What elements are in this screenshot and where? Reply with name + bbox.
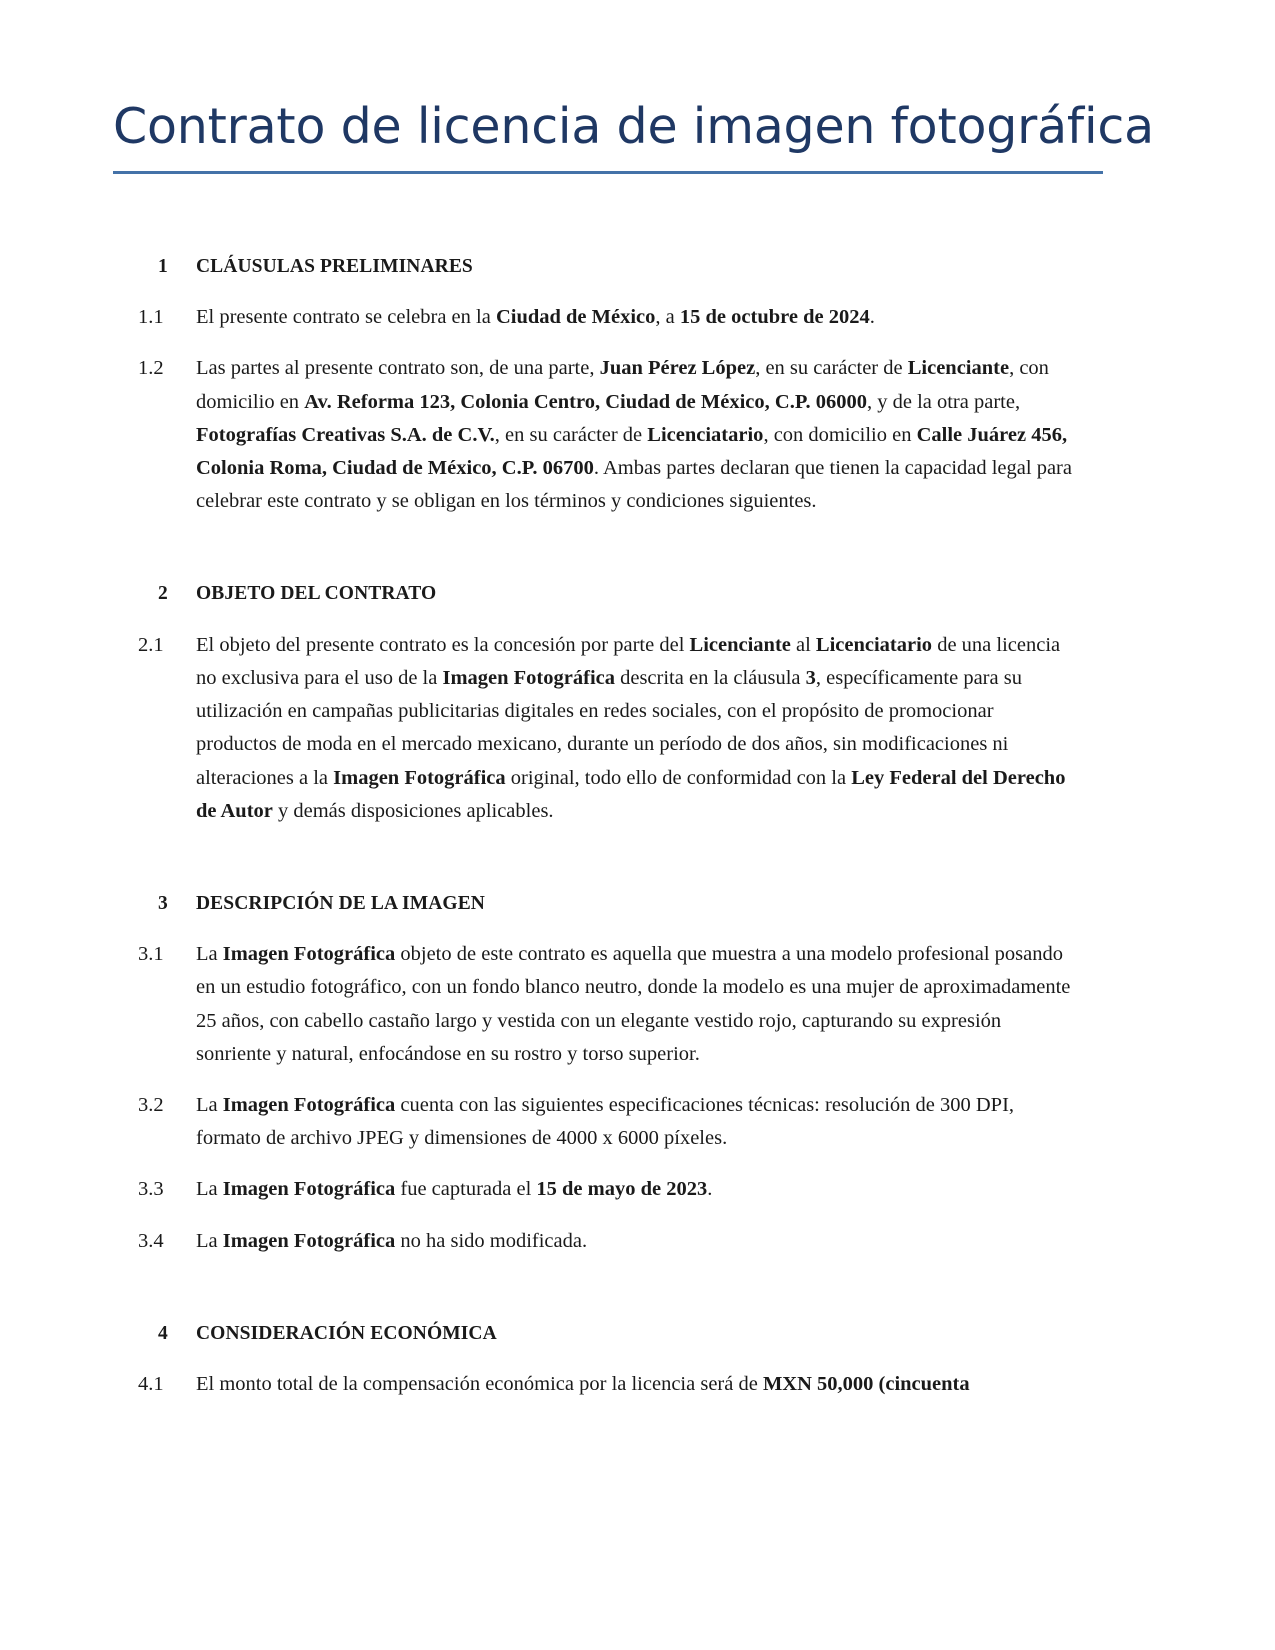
clause-text — [196, 1368, 1073, 1401]
clause-text — [196, 629, 1073, 828]
clause-text-run: original, todo ello de conformidad con la — [505, 766, 852, 789]
clause-text-emphasis: Ciudad de México — [495, 306, 656, 329]
clause-text-run: y demás disposiciones aplicables. — [272, 799, 554, 822]
clause-text-run: , con domicilio en — [763, 423, 917, 446]
sections-container — [138, 253, 1073, 1401]
clause-text-emphasis: 15 de octubre de 2024 — [679, 306, 870, 329]
section — [138, 580, 1073, 827]
clause-text — [196, 1089, 1073, 1155]
clause-text-run: , en su carácter de — [755, 357, 908, 380]
clause-text-emphasis: Ley Federal del Derecho de Autor — [196, 766, 1066, 822]
clause — [138, 629, 1073, 828]
section-heading-text: OBJETO DEL CONTRATO — [196, 583, 437, 605]
clause-number: 3.3 — [138, 1178, 164, 1201]
clause-number: 3.1 — [138, 943, 164, 966]
section-heading-text: CLÁUSULAS PRELIMINARES — [196, 256, 473, 277]
clause-text-run: La — [196, 943, 223, 966]
clause-text-run: La — [196, 1094, 223, 1117]
clause-text-emphasis: Imagen Fotográfica — [222, 943, 396, 966]
section-spacer — [138, 1276, 1073, 1320]
clause-text-run: objeto de este contrato es aquella que muestra a una modelo profesional posando en un estudio fotográfico, con un fondo blanco neutro, donde la modelo es una mujer de aproximadamente 25 años, con cabello castaño largo y vestida con un elegante vestido rojo, capturando su expresión sonriente y natural, enfocándose en su rostro y torso superior. — [196, 943, 1071, 1065]
clause-text-run: , específicamente para su utilización en campañas publicitarias digitales en redes sociales, con el propósito de promocionar productos de moda en el mercado mexicano, durante un período de dos años, sin modificaciones ni alteraciones a la — [196, 666, 1022, 789]
clause — [138, 301, 1073, 334]
clause — [138, 1089, 1073, 1155]
clause-text-run: cuenta con las siguientes especificaciones técnicas: resolución de 300 DPI, formato de archivo JPEG y dimensiones de 4000 x 6000 píxeles. — [196, 1094, 1015, 1150]
clause-text — [196, 938, 1073, 1071]
clause-number: 4.1 — [138, 1373, 164, 1396]
section-heading — [138, 253, 1073, 281]
clause-number: 1.1 — [138, 306, 164, 329]
section — [138, 253, 1073, 518]
clause-text-emphasis: Licenciatario — [815, 633, 933, 656]
clause-text-run: , a — [655, 306, 680, 329]
clause-text — [196, 1225, 1073, 1258]
clause-text-run: . — [869, 306, 875, 329]
clause-text-emphasis: Licenciante — [907, 357, 1010, 380]
clause-text-run: , con domicilio en — [196, 357, 1049, 413]
clause — [138, 352, 1073, 518]
clause — [138, 1225, 1073, 1258]
clause-text — [196, 352, 1073, 518]
section-spacer — [138, 846, 1073, 890]
clause-text-emphasis: Calle Juárez 456, Colonia Roma, Ciudad de México, C.P. 06700 — [196, 423, 1068, 480]
section — [138, 1320, 1073, 1401]
clause — [138, 1368, 1073, 1401]
clause-text-run: . — [707, 1178, 713, 1201]
section-heading — [138, 890, 1073, 918]
clause-text-run: El objeto del presente contrato es la concesión por parte del — [196, 633, 690, 656]
section-number: 3 — [158, 892, 168, 914]
section-heading — [138, 580, 1073, 608]
section-number: 1 — [158, 256, 168, 277]
clause-text-emphasis: Imagen Fotográfica — [222, 1178, 396, 1201]
clause-text-run: El monto total de la compensación económica por la licencia será de — [196, 1373, 763, 1396]
clause-text-run: , en su carácter de — [494, 423, 648, 446]
clause-text-emphasis: 3 — [805, 666, 816, 689]
clause-text-run: La — [196, 1178, 223, 1201]
clause-text — [196, 1173, 1073, 1206]
clause-text-run: El presente contrato se celebra en la — [196, 306, 496, 329]
clause-text-emphasis: Imagen Fotográfica — [333, 766, 506, 789]
clause-number: 3.2 — [138, 1094, 164, 1117]
section-heading-text: CONSIDERACIÓN ECONÓMICA — [196, 1322, 497, 1344]
section-heading-text: DESCRIPCIÓN DE LA IMAGEN — [196, 892, 485, 914]
clause — [138, 938, 1073, 1071]
clause-text-emphasis: 15 de mayo de 2023 — [536, 1178, 708, 1201]
clause-text-run: . Ambas partes declaran que tienen la capacidad legal para celebrar este contrato y se obligan en los términos y condiciones siguientes. — [196, 457, 1072, 513]
clause-text-run: La — [196, 1229, 223, 1252]
section-heading — [138, 1320, 1073, 1348]
section-number: 2 — [158, 583, 168, 605]
section — [138, 890, 1073, 1258]
page-title: Contrato de licencia de imagen fotográfica — [113, 98, 1154, 155]
clause-number: 3.4 — [138, 1229, 164, 1252]
clause-text-emphasis: Imagen Fotográfica — [442, 666, 615, 689]
clause-text-emphasis: MXN 50,000 (cincuenta — [762, 1373, 970, 1396]
clause-text-emphasis: Imagen Fotográfica — [222, 1094, 396, 1117]
clause-text-emphasis: Av. Reforma 123, Colonia Centro, Ciudad de México, C.P. 06000 — [304, 390, 867, 413]
title-block — [113, 98, 1154, 174]
clause-text-emphasis: Imagen Fotográfica — [222, 1229, 396, 1252]
clause-text-run: no ha sido modificada. — [395, 1229, 588, 1252]
clause-text — [196, 301, 1073, 334]
clause — [138, 1173, 1073, 1206]
section-spacer — [138, 536, 1073, 580]
clause-text-run: de una licencia no exclusiva para el uso de la — [196, 633, 1061, 689]
clause-text-emphasis: Licenciante — [689, 633, 791, 656]
clause-text-emphasis: Fotografías Creativas S.A. de C.V. — [196, 423, 495, 446]
clause-number: 2.1 — [138, 633, 164, 656]
title-divider — [113, 171, 1103, 174]
clause-text-run: fue capturada el — [395, 1178, 537, 1201]
clause-text-emphasis: Licenciatario — [647, 423, 764, 446]
section-number: 4 — [158, 1322, 168, 1344]
clause-text-run: descrita en la cláusula — [614, 666, 806, 689]
document-body — [138, 253, 1073, 1419]
clause-text-emphasis: Juan Pérez López — [599, 357, 756, 380]
clause-number: 1.2 — [138, 357, 164, 380]
clause-text-run: Las partes al presente contrato son, de una parte, — [196, 357, 600, 380]
clause-text-run: , y de la otra parte, — [866, 390, 1021, 413]
clause-text-run: al — [790, 633, 816, 656]
